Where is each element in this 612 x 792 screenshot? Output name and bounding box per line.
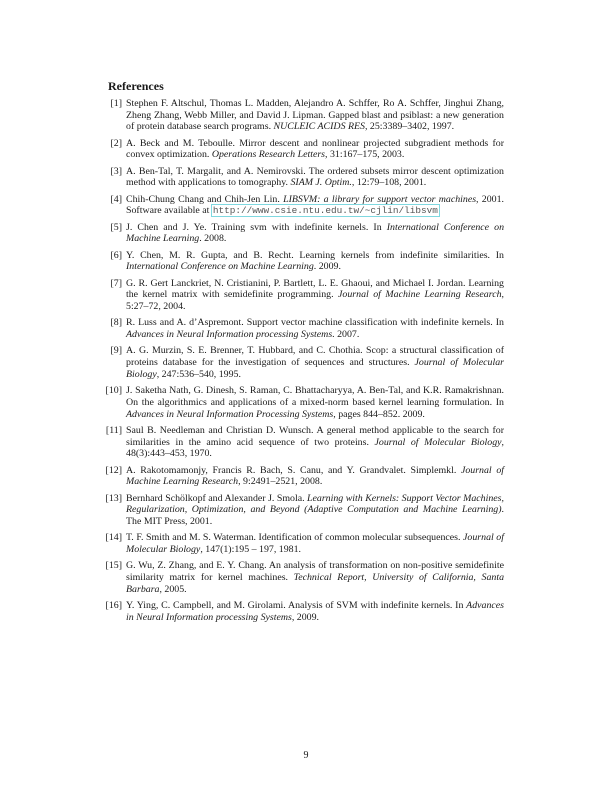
reference-item	[108, 98, 504, 133]
reference-number: [13]	[105, 492, 122, 504]
reference-item	[105, 385, 504, 420]
reference-number: [10]	[105, 385, 122, 397]
reference-venue: International Conference on Machine Learning	[126, 261, 314, 273]
reference-item	[108, 166, 504, 189]
reference-list	[105, 98, 505, 628]
reference-text: G. Wu, Z. Zhang, and E. Y. Chang. An analysis of transformation on non-positive semidefinite similarity matrix for kernel machines.	[126, 560, 504, 583]
reference-text: J. Chen and J. Ye. Training svm with indefinite kernels. In	[126, 221, 387, 233]
reference-text: Bernhard Schölkopf and Alexander J. Smola.	[126, 492, 308, 504]
reference-item	[108, 222, 504, 245]
reference-item	[105, 492, 504, 528]
section-title: References	[108, 79, 164, 93]
reference-details: , 2001. Software available at	[126, 193, 505, 217]
reference-details: . 2009.	[313, 261, 341, 273]
reference-text: Y. Ying, C. Campbell, and M. Girolami. Analysis of SVM with indefinite kernels. In	[126, 599, 467, 611]
reference-item	[108, 278, 504, 313]
reference-details: , 247:536–540, 1995.	[156, 368, 241, 380]
reference-text: Saul B. Needleman and Christian D. Wunsch. A general method applicable to the search for similarities in the amino acid sequence of two proteins.	[126, 424, 504, 448]
reference-venue: Learning with Kernels: Support Vector Machines, Regularization, Optimization, and Beyond (Adaptive Computation and Machine Learning)	[126, 492, 504, 516]
reference-details: , 147(1):195 – 197, 1981.	[200, 543, 301, 555]
reference-number: [5]	[110, 221, 122, 233]
reference-text: A. G. Murzin, S. E. Brenner, T. Hubbard, and C. Chothia. Scop: a structural classification of proteins database for the investigation of sequences and structures.	[126, 345, 504, 369]
reference-venue: Journal of Molecular Biology	[126, 532, 504, 555]
reference-details: , 2005.	[159, 583, 187, 595]
reference-item	[105, 560, 505, 595]
reference-item	[108, 194, 504, 217]
reference-item	[105, 424, 504, 460]
reference-number: [4]	[110, 193, 122, 205]
reference-item	[105, 464, 505, 488]
reference-venue: Journal of Machine Learning Research	[338, 289, 502, 301]
reference-details: , 48(3):443–453, 1970.	[126, 436, 504, 460]
reference-item	[108, 138, 504, 161]
reference-item	[108, 345, 504, 380]
reference-text: T. F. Smith and M. S. Waterman. Identification of common molecular subsequences.	[126, 532, 464, 544]
reference-text: A. Ben-Tal, T. Margalit, and A. Nemirovski. The ordered subsets mirror descent optimization method with applications to tomography.	[126, 165, 504, 189]
reference-details: . 2007.	[332, 329, 360, 341]
reference-item	[105, 599, 504, 623]
reference-number: [3]	[110, 165, 122, 177]
reference-details: , 2009.	[291, 611, 320, 623]
reference-text: J. Saketha Nath, G. Dinesh, S. Raman, C. Bhattacharyya, A. Ben-Tal, and K.R. Ramakrishnan. On the algorithmics and applications of a mixed-norm based kernel learning formulation. In	[126, 385, 504, 408]
reference-venue: Advances in Neural Information processing Systems	[126, 329, 333, 341]
reference-details: , 31:167–175, 2003.	[325, 149, 405, 161]
reference-details: , 5:27–72, 2004.	[126, 289, 504, 313]
reference-number: [12]	[105, 464, 122, 476]
reference-details: . The MIT Press, 2001.	[126, 504, 504, 527]
reference-number: [2]	[110, 137, 122, 149]
reference-number: [9]	[110, 345, 122, 357]
reference-venue: Technical Report, University of California, Santa Barbara	[126, 571, 505, 595]
reference-venue: Journal of Machine Learning Research	[126, 464, 505, 488]
reference-number: [8]	[110, 317, 122, 329]
reference-number: [7]	[110, 277, 122, 289]
reference-details: , 25:3389–3402, 1997.	[364, 121, 455, 133]
reference-number: [6]	[110, 249, 122, 261]
reference-text: A. Beck and M. Teboulle. Mirror descent and nonlinear projected subgradient methods for convex optimization.	[126, 137, 504, 161]
reference-text: A. Rakotomamonjy, Francis R. Bach, S. Canu, and Y. Grandvalet. Simplemkl.	[126, 464, 461, 476]
reference-details: . 2008.	[199, 233, 227, 245]
reference-text: R. Luss and A. d’Aspremont. Support vector machine classification with indefinite kernels. In	[126, 317, 504, 329]
reference-venue: Journal of Molecular Biology	[126, 357, 504, 380]
reference-item	[108, 317, 504, 340]
reference-details: , 9:2491–2521, 2008.	[238, 476, 323, 488]
reference-number: [14]	[105, 532, 122, 544]
reference-venue: Operations Research Letters	[211, 149, 326, 161]
reference-text: G. R. Gert Lanckriet, N. Cristianini, P. Bartlett, L. E. Ghaoui, and Michael I. Jordan. Learning the kernel matrix with semidefinite programming.	[126, 277, 504, 301]
reference-number: [16]	[105, 599, 122, 611]
reference-item	[108, 250, 504, 273]
reference-text: Stephen F. Altschul, Thomas L. Madden, Alejandro A. Schffer, Ro A. Schffer, Jinghui Zhang, Zheng Zhang, Webb Miller, and David J. Lipman. Gapped blast and psiblast: a new generation of protein database search programs.	[126, 98, 504, 133]
reference-venue: Advances in Neural Information Processing Systems	[126, 408, 334, 420]
reference-number: [11]	[105, 424, 122, 436]
reference-venue: International Conference on Machine Learning	[126, 221, 505, 245]
reference-link[interactable]: http://www.csie.ntu.edu.tw/~cjlin/libsvm	[212, 205, 438, 217]
reference-item	[105, 532, 504, 555]
reference-details: , pages 844–852. 2009.	[333, 408, 425, 420]
reference-text: Y. Chen, M. R. Gupta, and B. Recht. Learning kernels from indefinite similarities. In	[126, 249, 504, 261]
reference-venue: NUCLEIC ACIDS RES	[273, 121, 365, 133]
reference-number: [1]	[110, 98, 122, 109]
reference-venue: Journal of Molecular Biology	[374, 436, 502, 448]
page-number: 9	[303, 750, 309, 761]
reference-venue: SIAM J. Optim.	[290, 177, 352, 189]
reference-venue: Advances in Neural Information processing Systems	[126, 599, 504, 623]
reference-number: [15]	[105, 560, 122, 572]
reference-venue: LIBSVM: a library for support vector machines	[283, 193, 477, 205]
reference-details: , 12:79–108, 2001.	[351, 177, 427, 189]
reference-text: Chih-Chung Chang and Chih-Jen Lin.	[126, 193, 284, 205]
